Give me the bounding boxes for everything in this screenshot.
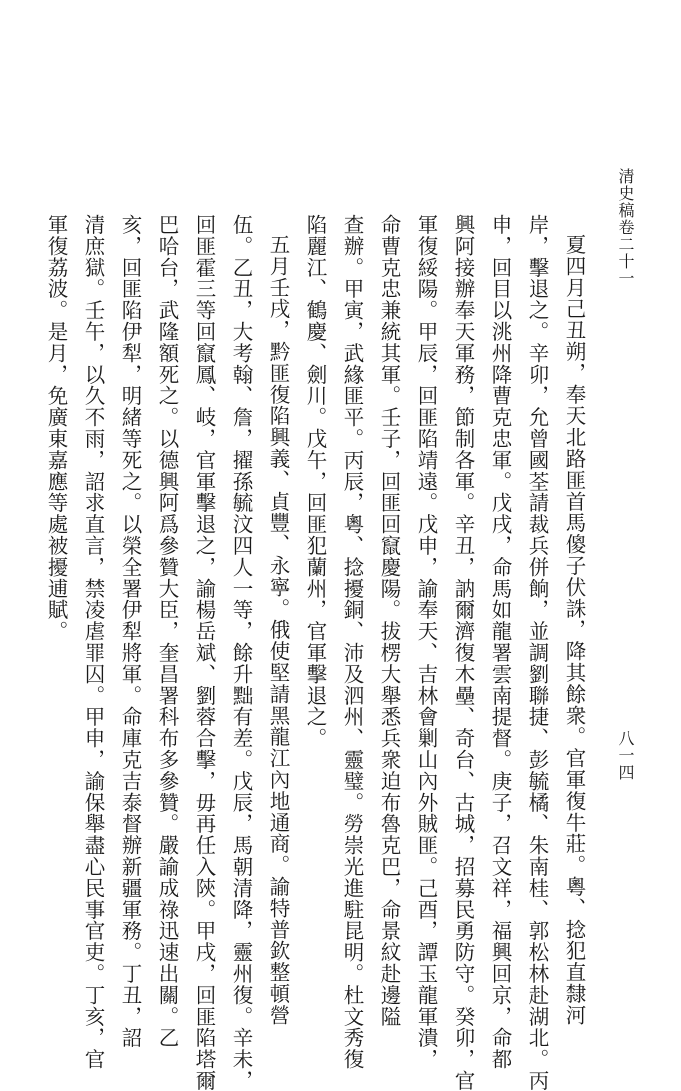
text-column-9: 五月壬戌，黔匪復陷興義、貞豐、永寧。俄使堅請黑龍江內地通商。諭特普欽整頓營 <box>266 234 290 1026</box>
text-column-7: 查辦。甲寅，武緣匪平。丙辰，粵、捻擾銅、沛及泗州、靈璧。勞崇光進駐昆明。杜文秀復 <box>340 214 364 1070</box>
text-column-11: 回匪霍三等回竄鳳、岐，官軍擊退之，諭楊岳斌、劉蓉合擊，毋再任入陝。甲戌，回匪陷塔爾 <box>192 214 216 1091</box>
text-column-4: 興阿接辦奉天軍務，節制各軍。辛丑，訥爾濟復木壘、奇台、古城，招募民勇防守。癸卯，官 <box>451 214 475 1091</box>
running-title: 清史稿卷二十一 <box>616 168 635 287</box>
text-column-14: 清庶獄。壬午，以久不雨，詔求直言，禁凌虐罪囚。甲申，諭保舉盡心民事官吏。丁亥，官 <box>81 214 105 1070</box>
text-column-15: 軍復荔波。是月，免廣東嘉應等處被擾逋賦。 <box>44 214 68 642</box>
text-column-1: 夏四月己丑朔，奉天北路匪首馬傻子伏誅，降其餘衆。官軍復牛莊。粵、捻犯直隸河 <box>562 234 586 1026</box>
text-column-2: 岸，擊退之。辛卯，允曾國荃請裁兵併餉，並調劉聯捷、彭毓橘、朱南桂、郭松林赴湖北。丙 <box>525 214 549 1091</box>
page-number: 八一四 <box>616 730 635 781</box>
text-column-3: 申，回目以洮州降曹克忠軍。戊戌，命馬如龍署雲南提督。庚子，召文祥，福興回京，命都 <box>488 214 512 1070</box>
vertical-text-body <box>44 214 592 1091</box>
text-column-10: 伍。乙丑，大考翰、詹，擢孫毓汶四人一等，餘升黜有差。戊辰，馬朝清降，靈州復。辛未， <box>229 214 253 1091</box>
text-column-13: 亥，回匪陷伊犁，明緒等死之。以榮全署伊犁將軍。命庫克吉泰督辦新疆軍務。丁丑，詔 <box>118 214 142 1049</box>
text-column-12: 巴哈台，武隆額死之。以德興阿爲參贊大臣，奎昌署科布多參贊。嚴諭成祿迅速出關。乙 <box>155 214 179 1049</box>
text-column-6: 命曹克忠兼統其軍。壬子，回匪回竄慶陽。拔楞大舉悉兵衆迫布魯克巴，命景紋赴邊隘 <box>377 214 401 1028</box>
text-column-8: 陷麗江、鶴慶、劍川。戊午，回匪犯蘭州，官軍擊退之。 <box>303 214 327 749</box>
text-column-5: 軍復綏陽。甲辰，回匪陷靖遠。戊申，諭奉天、吉林會剿山內外賊匪。己酉，譚玉龍軍潰， <box>414 214 438 1070</box>
